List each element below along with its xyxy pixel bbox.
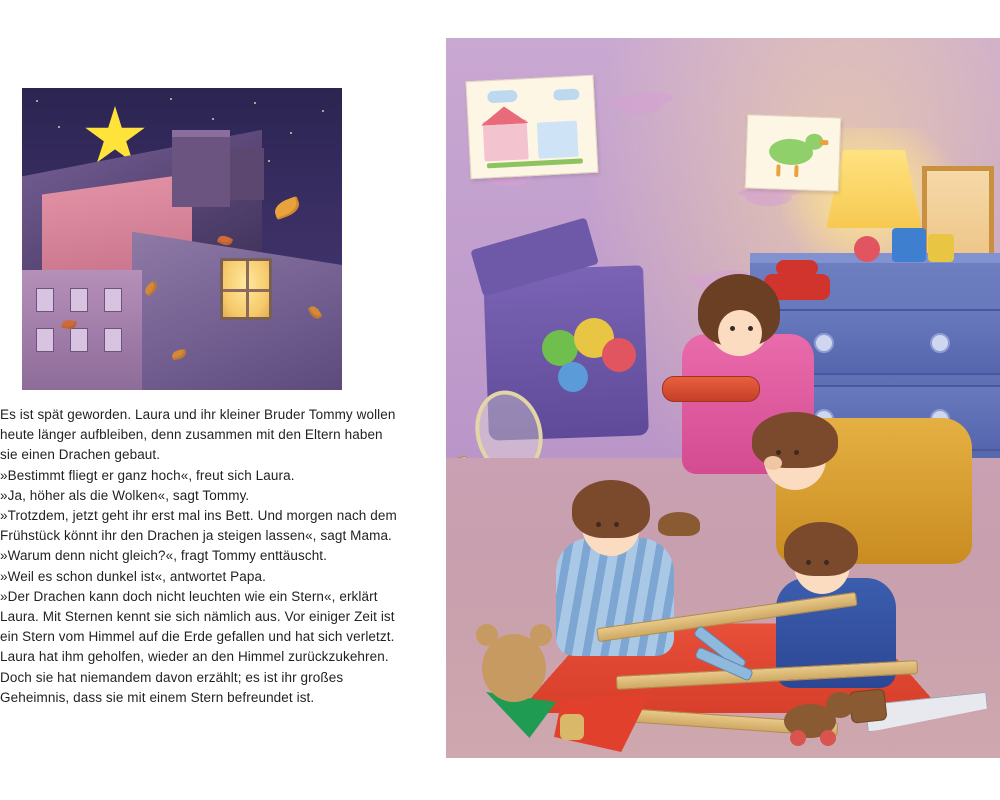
wall-drawing-bird [745, 114, 842, 191]
wall-drawing-house [466, 75, 599, 180]
story-paragraph: Doch sie hat niemandem davon erzählt; es ist ihr großes Geheimnis, dass sie mit einem Stern befreundet ist. [0, 669, 344, 705]
wall-cloud-motif [616, 96, 662, 114]
telephone-handset[interactable] [776, 260, 818, 276]
girl-eye [614, 522, 619, 527]
story-paragraph: Es ist spät geworden. Laura und ihr kleiner Bruder Tommy wollen heute länger aufbleiben, denn zusammen mit den Eltern haben sie einen Drachen gebaut. [0, 407, 396, 463]
saw-handle[interactable] [848, 688, 887, 724]
slipper[interactable] [658, 512, 700, 536]
left-page [0, 0, 430, 800]
drawer-knob[interactable] [930, 333, 950, 353]
toy-wheel [820, 730, 836, 746]
pull-along-dog-head [826, 692, 854, 718]
story-paragraph: »Ja, höher als die Wolken«, sagt Tommy. [0, 487, 250, 503]
night-rooftops-illustration [22, 88, 342, 390]
chimney-small [230, 148, 264, 200]
drawer-knob[interactable] [814, 333, 834, 353]
father-eye [776, 450, 781, 455]
toy-wheel [790, 730, 806, 746]
story-paragraph: »Der Drachen kann doch nicht leuchten wie ein Stern«, erklärt Laura. Mit Sternen kennt sie sich nämlich aus. Vor einiger Zeit ist ein Stern vom Himmel auf die Erde gefallen und hat sich verletzt. Laura hat ihm geholfen, wieder an den Himmel zurückzukehren. [0, 588, 395, 665]
mother-eye [748, 326, 753, 331]
boy-eye [806, 560, 811, 565]
boy-eye [824, 560, 829, 565]
family-kite-illustration [446, 38, 1000, 758]
rolled-kite-paper[interactable] [662, 376, 760, 402]
toy-ball[interactable] [854, 236, 880, 262]
toy-block[interactable] [928, 234, 954, 262]
girl-eye [596, 522, 601, 527]
toy-block[interactable] [892, 228, 926, 262]
toy-ball[interactable] [558, 362, 588, 392]
story-paragraph: »Trotzdem, jetzt geht ihr erst mal ins Bett. Und morgen nach dem Frühstück könnt ihr den Drachen ja steigen lassen«, sagt Mama. [0, 508, 397, 544]
mother-eye [730, 326, 735, 331]
teddy-ear [476, 624, 498, 646]
father-eye [794, 450, 799, 455]
teddy-ear [530, 624, 552, 646]
chimney-large [172, 130, 230, 207]
toy-ball[interactable] [602, 338, 636, 372]
boy-hair [784, 522, 858, 576]
story-paragraph: »Bestimmt fliegt er ganz hoch«, freut sich Laura. [0, 467, 295, 483]
mother-face [718, 310, 762, 356]
story-text-block [0, 405, 400, 708]
girl-hair [572, 480, 650, 538]
story-paragraph: »Weil es schon dunkel ist«, antwortet Papa. [0, 568, 266, 584]
father-nose [764, 456, 782, 470]
string-spool[interactable] [560, 714, 584, 740]
house-front-left [22, 270, 142, 390]
lit-window [220, 258, 272, 320]
toy-ball[interactable] [542, 330, 578, 366]
story-paragraph: »Warum denn nicht gleich?«, fragt Tommy enttäuscht. [0, 548, 328, 564]
